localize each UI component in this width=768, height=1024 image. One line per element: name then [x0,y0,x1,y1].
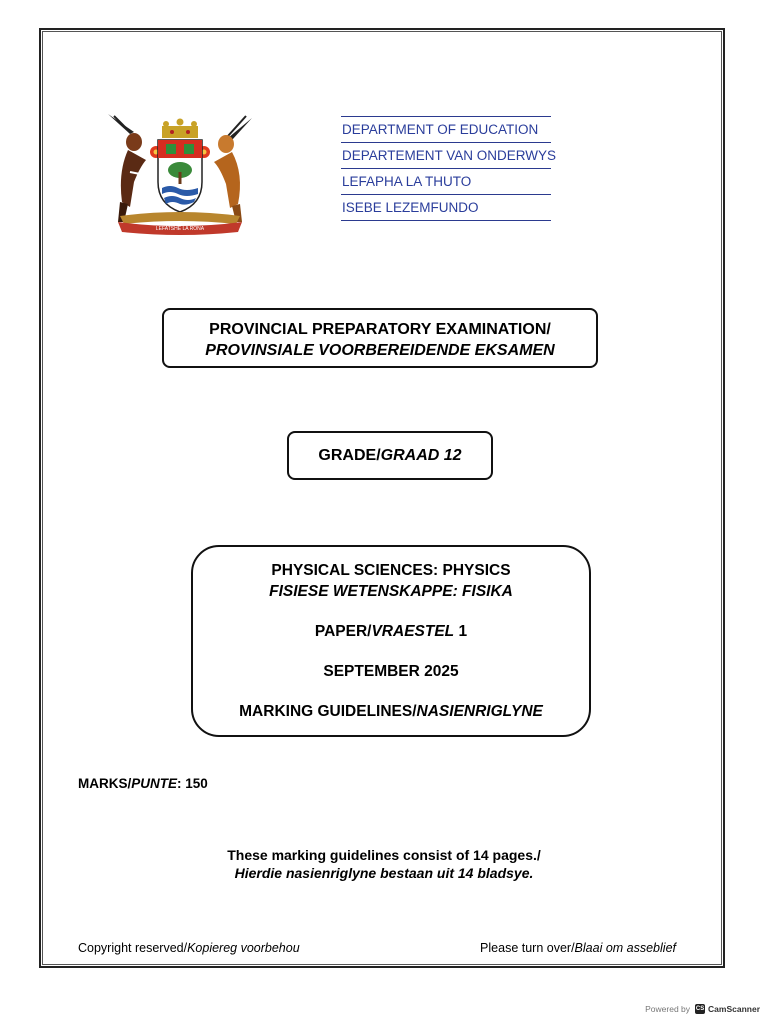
subject-box [191,545,591,737]
divider [341,220,551,221]
guidelines-label: MARKING GUIDELINES/ [239,703,417,720]
guidelines-label-italic: NASIENRIGLYNE [416,703,543,720]
footer-turn-over [480,941,676,955]
grade-box [287,431,493,480]
grade-label-italic: GRAAD 12 [380,447,462,464]
department-name-english: DEPARTMENT OF EDUCATION [342,122,539,137]
page-count-afrikaans: Hierdie nasienriglyne bestaan uit 14 bladsye. [234,865,534,881]
powered-by-text: Powered by [645,1004,691,1014]
turn-over-label-italic: Blaai om asseblief [574,941,676,955]
marks-value: : 150 [177,776,208,791]
subject-afrikaans: FISIESE WETENSKAPPE: FISIKA [269,583,513,600]
page-count-note [0,846,768,882]
crest-motto: LEFATSHE LA RONA [155,226,205,232]
coat-of-arms-icon [100,112,260,237]
shield [158,140,202,212]
paper-label: PAPER/ [314,623,372,640]
department-name-isixhosa: ISEBE LEZEMFUNDO [342,200,479,215]
department-name-setswana: LEFAPHA LA THUTO [342,174,472,189]
marking-guidelines-title [193,701,589,722]
page-count-english: These marking guidelines consist of 14 pages./ [227,847,541,863]
copyright-label: Copyright reserved/ [78,941,188,955]
marks-label-italic: PUNTE [131,776,178,791]
paper-label-italic: VRAESTEL [371,623,455,640]
scanner-watermark [645,1004,760,1014]
left-antelope [108,114,146,222]
total-marks [78,776,208,791]
camscanner-badge [695,1004,760,1014]
exam-title-english: PROVINCIAL PREPARATORY EXAMINATION/ [209,321,551,338]
exam-date: SEPTEMBER 2025 [323,663,459,680]
copyright-label-italic: Kopiereg voorbehou [187,941,300,955]
footer-copyright [78,941,300,955]
exam-title-afrikaans: PROVINSIALE VOORBEREIDENDE EKSAMEN [205,342,555,359]
camscanner-icon: CS [695,1006,705,1012]
right-antelope [214,116,252,222]
marks-label: MARKS/ [78,776,132,791]
paper-number [193,621,589,642]
crown [162,119,198,139]
department-name-afrikaans: DEPARTEMENT VAN ONDERWYS [342,148,557,163]
department-names [341,116,557,221]
camscanner-brand: CamScanner [708,1004,760,1014]
turn-over-label: Please turn over/ [480,941,575,955]
exam-title-box [162,308,598,368]
paper-num: 1 [454,623,468,640]
subject-english: PHYSICAL SCIENCES: PHYSICS [271,562,511,579]
grade-label: GRADE/ [318,447,381,464]
